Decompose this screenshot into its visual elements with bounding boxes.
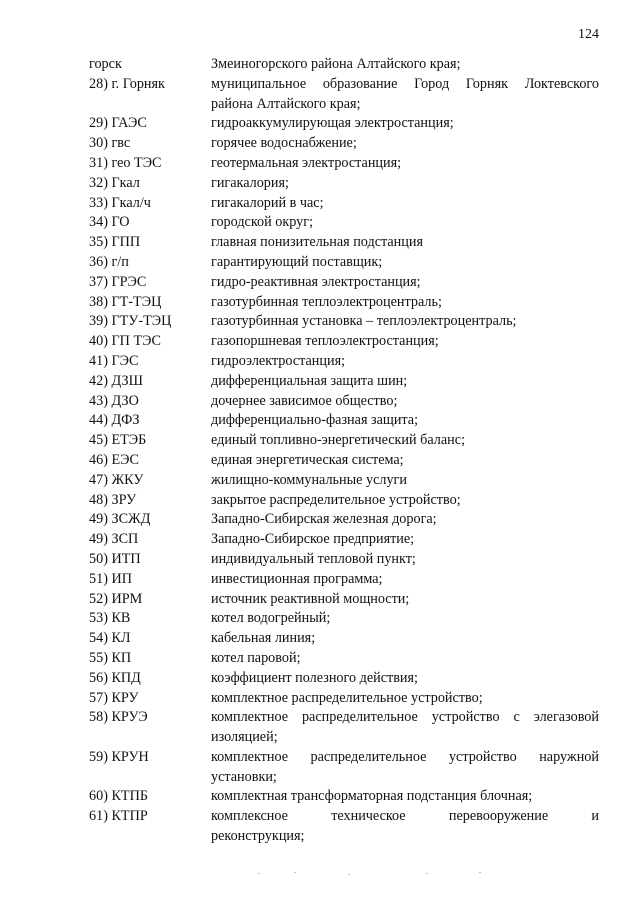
list-item: [0, 689, 640, 709]
definition: индивидуальный тепловой пункт;: [211, 550, 416, 567]
definition: [211, 75, 599, 115]
list-item: [0, 787, 640, 807]
definition: дочернее зависимое общество;: [211, 392, 398, 409]
abbreviation: 52) ИРМ: [89, 590, 143, 607]
abbreviation: 49) ЗСП: [89, 531, 139, 548]
list-item: [0, 253, 640, 273]
definition: газотурбинная установка – теплоэлектроцентраль;: [211, 313, 517, 330]
abbreviation: 47) ЖКУ: [89, 471, 144, 488]
definition-line: комплексное техническое перевооружение и: [211, 808, 599, 825]
abbreviation: 51) ИП: [89, 570, 132, 587]
abbreviation: горск: [89, 56, 122, 72]
list-item: [0, 748, 640, 788]
list-item: [0, 352, 640, 372]
definition: источник реактивной мощности;: [211, 590, 410, 607]
abbreviation: 43) ДЗО: [89, 392, 139, 409]
abbreviation: 44) ДФЗ: [89, 412, 140, 429]
definition: гарантирующий поставщик;: [211, 253, 383, 270]
definition: дифференциальная защита шин;: [211, 372, 408, 389]
list-item: [0, 530, 640, 550]
list-item: [0, 708, 640, 748]
definition: гидроэлектростанция;: [211, 352, 346, 369]
scan-artifact-dots: [250, 872, 500, 876]
definition: Западно-Сибирское предприятие;: [211, 531, 415, 548]
definition: единый топливно-энергетический баланс;: [211, 432, 466, 449]
definition-line: комплектное распределительное устройство с элегазовой: [211, 709, 599, 726]
definition-line: района Алтайского края;: [211, 95, 361, 112]
definition: единая энергетическая система;: [211, 451, 404, 468]
list-item: [0, 154, 640, 174]
abbreviation: 31) гео ТЭС: [89, 154, 162, 171]
abbreviation: 41) ГЭС: [89, 352, 139, 369]
list-item: [0, 55, 640, 75]
list-item: [0, 273, 640, 293]
definition: [211, 708, 599, 748]
page-number: 124: [578, 27, 599, 42]
definition: коэффициент полезного действия;: [211, 669, 418, 686]
abbreviation: 32) Гкал: [89, 174, 140, 191]
list-item: [0, 491, 640, 511]
abbreviation: 42) ДЗШ: [89, 372, 143, 389]
list-item: [0, 372, 640, 392]
abbreviation: 45) ЕТЭБ: [89, 432, 147, 449]
definition: газотурбинная теплоэлектроцентраль;: [211, 293, 442, 310]
definition: комплектная трансформаторная подстанция блочная;: [211, 788, 533, 805]
definition: главная понизительная подстанция: [211, 234, 423, 251]
list-item: [0, 213, 640, 233]
list-item: [0, 649, 640, 669]
definition: горячее водоснабжение;: [211, 135, 357, 152]
definition: Западно-Сибирская железная дорога;: [211, 511, 437, 528]
abbreviation: 49) ЗСЖД: [89, 511, 151, 528]
list-item: [0, 194, 640, 214]
abbreviation: 28) г. Горняк: [89, 75, 165, 92]
abbreviation: 57) КРУ: [89, 689, 139, 706]
definition: закрытое распределительное устройство;: [211, 491, 461, 508]
abbreviation: 46) ЕЭС: [89, 451, 139, 468]
abbreviation: 35) ГПП: [89, 234, 141, 251]
abbreviation-list: [0, 55, 640, 847]
list-item: [0, 471, 640, 491]
abbreviation: 56) КПД: [89, 669, 141, 686]
definition: дифференциально-фазная защита;: [211, 412, 419, 429]
definition: инвестиционная программа;: [211, 570, 383, 587]
abbreviation: 39) ГТУ-ТЭЦ: [89, 313, 172, 330]
definition: газопоршневая теплоэлектростанция;: [211, 333, 439, 350]
definition-line: реконструкция;: [211, 828, 305, 845]
abbreviation: 55) КП: [89, 649, 132, 666]
definition: котел водогрейный;: [211, 610, 331, 627]
definition-line: установки;: [211, 768, 277, 785]
list-item: [0, 431, 640, 451]
list-item: [0, 629, 640, 649]
definition: [211, 748, 599, 788]
list-item: [0, 233, 640, 253]
definition: гидроаккумулирующая электростанция;: [211, 115, 454, 132]
list-item: [0, 669, 640, 689]
abbreviation: 38) ГТ-ТЭЦ: [89, 293, 162, 310]
abbreviation: 50) ИТП: [89, 550, 141, 567]
definition: комплектное распределительное устройство;: [211, 689, 483, 706]
definition: гигакалорий в час;: [211, 194, 324, 211]
list-item: [0, 174, 640, 194]
definition: [211, 807, 599, 847]
abbreviation: 61) КТПР: [89, 808, 148, 825]
abbreviation: 58) КРУЭ: [89, 709, 148, 726]
definition: городской округ;: [211, 214, 314, 231]
abbreviation: 30) гвс: [89, 135, 131, 152]
abbreviation: 54) КЛ: [89, 630, 131, 647]
list-item: [0, 392, 640, 412]
list-item: [0, 293, 640, 313]
list-item: [0, 510, 640, 530]
list-item: [0, 590, 640, 610]
abbreviation: 59) КРУН: [89, 748, 149, 765]
list-item: [0, 451, 640, 471]
definition: геотермальная электростанция;: [211, 154, 402, 171]
list-item: [0, 114, 640, 134]
definition: кабельная линия;: [211, 630, 316, 647]
abbreviation: 53) КВ: [89, 610, 131, 627]
list-item: [0, 134, 640, 154]
definition: котел паровой;: [211, 649, 301, 666]
list-item: [0, 807, 640, 847]
abbreviation: 34) ГО: [89, 214, 130, 231]
list-item: [0, 550, 640, 570]
definition: Змеиногорского района Алтайского края;: [211, 56, 461, 72]
abbreviation: 33) Гкал/ч: [89, 194, 151, 211]
definition-line: муниципальное образование Город Горняк Локтевского: [211, 75, 599, 92]
list-item: [0, 570, 640, 590]
definition: гидро-реактивная электростанция;: [211, 273, 421, 290]
definition: гигакалория;: [211, 174, 289, 191]
abbreviation: 48) ЗРУ: [89, 491, 137, 508]
abbreviation: 36) г/п: [89, 253, 129, 270]
definition: жилищно-коммунальные услуги: [211, 471, 407, 488]
definition-line: комплектное распределительное устройство наружной: [211, 748, 599, 765]
abbreviation: 37) ГРЭС: [89, 273, 147, 290]
list-item: [0, 609, 640, 629]
list-item: [0, 332, 640, 352]
abbreviation: 29) ГАЭС: [89, 115, 147, 132]
abbreviation: 40) ГП ТЭС: [89, 333, 161, 350]
abbreviation: 60) КТПБ: [89, 788, 148, 805]
list-item: [0, 411, 640, 431]
list-item: [0, 312, 640, 332]
definition-line: изоляцией;: [211, 729, 278, 746]
list-item: [0, 75, 640, 115]
